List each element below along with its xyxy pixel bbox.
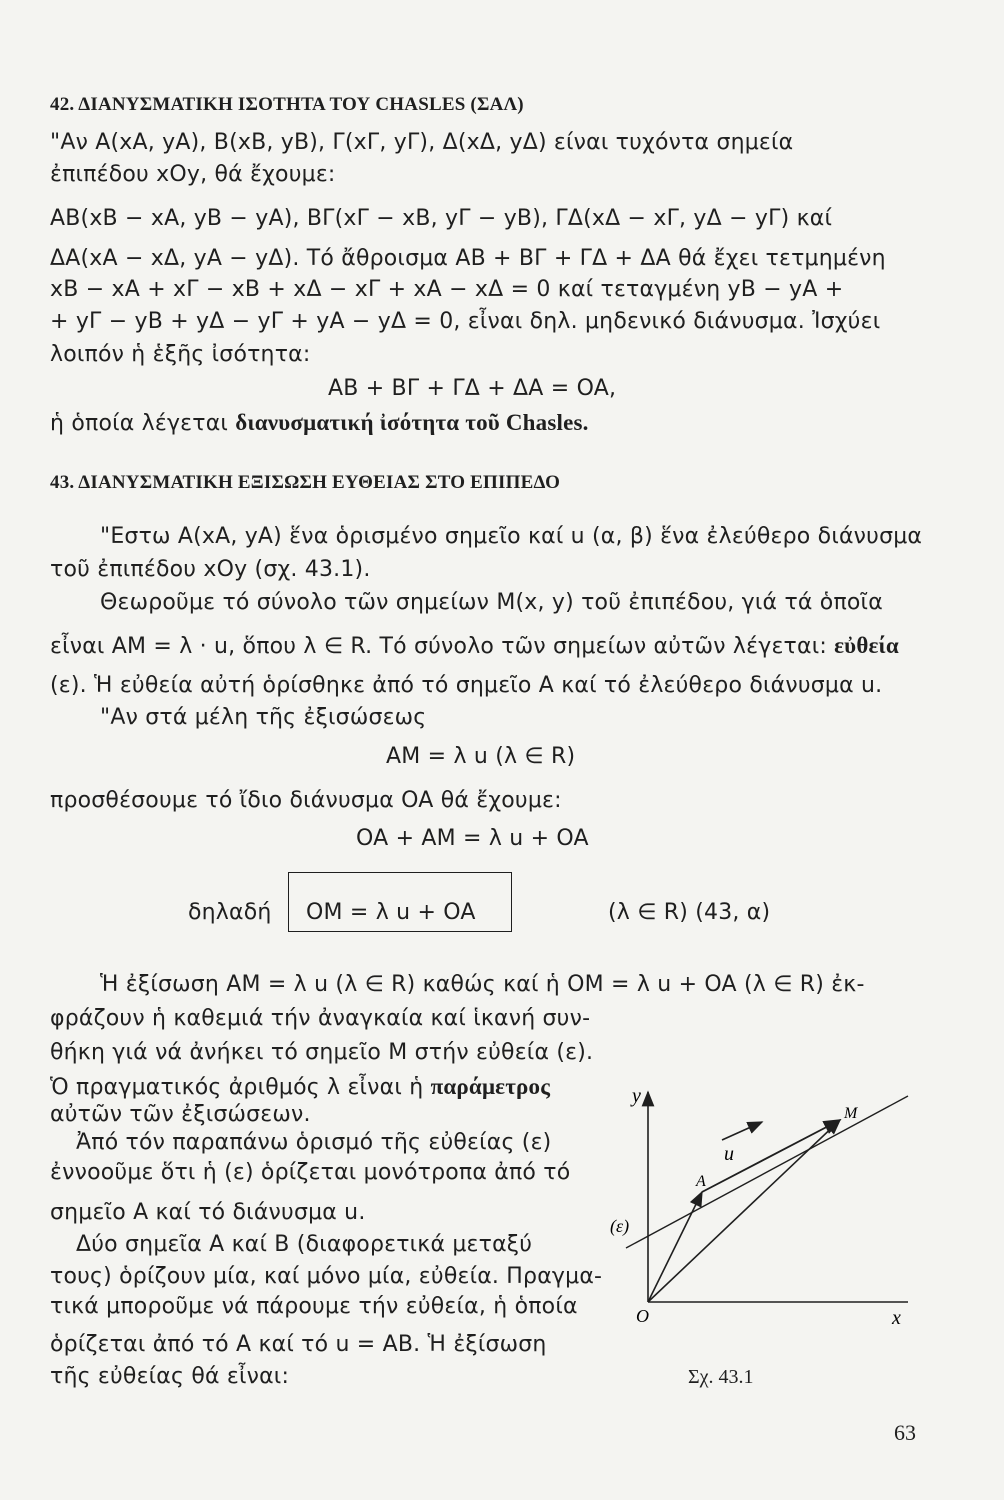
para-line-10: τους) ὁρίζουν μία, καί μόνο μία, εὐθεία. Πραγμα- — [50, 1264, 603, 1289]
para-line-7: ἐννοοῦμε ὅτι ἡ (ε) ὁρίζεται μονότροπα ἀπό τό — [50, 1160, 571, 1185]
s43-line-2: τοῦ ἐπιπέδου xOy (σχ. 43.1). — [50, 557, 371, 582]
s43-line-3: Θεωροῦμε τό σύνολο τῶν σημείων M(x, y) τοῦ ἐπιπέδου, γιά τά ὁποῖα — [100, 590, 883, 615]
line-epsilon — [626, 1096, 908, 1248]
s43-line-4-text: εἶναι AM = λ · u, ὅπου λ ∈ R. Τό σύνολο τῶν σημείων αὐτῶν λέγεται: — [50, 634, 835, 659]
equation-oa-am: OA + AM = λ u + OA — [356, 826, 589, 851]
section-42-heading: 42. ΔΙΑΝΥΣΜΑΤΙΚΗ ΙΣΟΤΗΤΑ ΤΟΥ CHASLES (ΣΑΛ) — [50, 94, 524, 115]
label-m: M — [844, 1105, 858, 1122]
para-line-4 — [50, 1074, 550, 1101]
boxed-suffix: (λ ∈ R) (43, α) — [608, 900, 771, 925]
para-line-3: θήκη γιά νά ἀνήκει τό σημεῖο M στήν εὐθεία (ε). — [50, 1040, 594, 1065]
s42-line-5: xB − xA + xΓ − xB + xΔ − xΓ + xA − xΔ = 0 καί τεταγμένη yB − yA + — [50, 277, 844, 302]
para-line-5: αὐτῶν τῶν ἐξισώσεων. — [50, 1102, 311, 1127]
label-origin: O — [636, 1306, 649, 1326]
para-line-11: τικά μποροῦμε νά πάρουμε τήν εὐθεία, ἡ ὁποία — [50, 1294, 578, 1319]
s42-closing-text: ἡ ὁποία λέγεται — [50, 411, 236, 436]
s43-line-6: "Αν στά μέλη τῆς ἐξισώσεως — [100, 705, 427, 730]
page-number: 63 — [894, 1420, 916, 1445]
para-line-13: τῆς εὐθείας θά εἶναι: — [50, 1364, 290, 1389]
s43-line-5: (ε). Ἡ εὐθεία αὐτή ὁρίσθηκε ἀπό τό σημεῖο A καί τό ἐλεύθερο διάνυσμα u. — [50, 673, 883, 698]
label-a: A — [696, 1173, 706, 1190]
para-line-1: Ἡ ἐξίσωση AM = λ u (λ ∈ R) καθώς καί ἡ OM = λ u + OA (λ ∈ R) ἐκ- — [100, 972, 865, 997]
para-line-9: Δύο σημεῖα A καί B (διαφορετικά μεταξύ — [76, 1232, 533, 1257]
vector-oa — [648, 1192, 702, 1302]
s43-line-1: "Εστω A(xA, yA) ἕνα ὁρισμένο σημεῖο καί u (α, β) ἕνα ἐλεύθερο διάνυσμα — [100, 524, 923, 549]
s43-line-add: προσθέσουμε τό ἴδιο διάνυσμα OA θά ἔχουμε: — [50, 788, 562, 813]
para-line-6: Ἀπό τόν παραπάνω ὁρισμό τῆς εὐθείας (ε) — [76, 1130, 552, 1155]
boxed-equation: OM = λ u + OA — [306, 900, 476, 925]
s42-line-2: ἐπιπέδου xOy, θά ἔχουμε: — [50, 162, 336, 187]
equation-am: AM = λ u (λ ∈ R) — [386, 744, 576, 769]
figure-43-1 — [596, 1082, 926, 1330]
label-epsilon: (ε) — [610, 1216, 630, 1236]
vector-am — [702, 1120, 840, 1192]
s43-line-4-bold: εὐθεία — [834, 633, 899, 658]
para-line-8: σημεῖο A καί τό διάνυσμα u. — [50, 1200, 366, 1225]
boxed-prefix: δηλαδή — [188, 900, 272, 925]
para-line-4-bold: παράμετρος — [430, 1074, 551, 1099]
s42-line-7: λοιπόν ἡ ἑξῆς ἰσότητα: — [50, 342, 311, 367]
s43-line-4 — [50, 633, 899, 660]
s42-closing — [50, 410, 589, 437]
vector-u — [722, 1122, 762, 1140]
label-x: x — [892, 1307, 901, 1329]
vector-om — [648, 1120, 840, 1302]
label-u: u — [724, 1143, 734, 1165]
para-line-4-text: Ὁ πραγματικός ἀριθμός λ εἶναι ἡ — [50, 1075, 431, 1100]
s42-line-3: AB(xB − xA, yB − yA), BΓ(xΓ − xB, yΓ − yB), ΓΔ(xΔ − xΓ, yΔ − yΓ) καί — [50, 206, 833, 231]
chasles-equation: AB + BΓ + ΓΔ + ΔA = OA, — [328, 376, 617, 401]
section-43-heading: 43. ΔΙΑΝΥΣΜΑΤΙΚΗ ΕΞΙΣΩΣΗ ΕΥΘΕΙΑΣ ΣΤΟ ΕΠΙΠΕΔΟ — [50, 472, 561, 493]
label-y: y — [632, 1085, 641, 1107]
para-line-2: φράζουν ἡ καθεμιά τήν ἀναγκαία καί ἱκανή συν- — [50, 1006, 591, 1031]
para-line-12: ὁρίζεται ἀπό τό A καί τό u = AB. Ἡ ἐξίσωση — [50, 1332, 547, 1357]
s42-line-4: ΔA(xA − xΔ, yA − yΔ). Τό ἄθροισμα AB + BΓ + ΓΔ + ΔA θά ἔχει τετμημένη — [50, 246, 886, 271]
s42-line-1: "Αν A(xA, yA), B(xB, yB), Γ(xΓ, yΓ), Δ(xΔ, yΔ) είναι τυχόντα σημεία — [50, 130, 794, 155]
figure-caption: Σχ. 43.1 — [688, 1366, 754, 1388]
s42-closing-bold: διανυσματική ἰσότητα τοῦ Chasles. — [235, 410, 589, 435]
s42-line-6: + yΓ − yB + yΔ − yΓ + yA − yΔ = 0, εἶναι δηλ. μηδενικό διάνυσμα. Ἰσχύει — [50, 309, 881, 334]
